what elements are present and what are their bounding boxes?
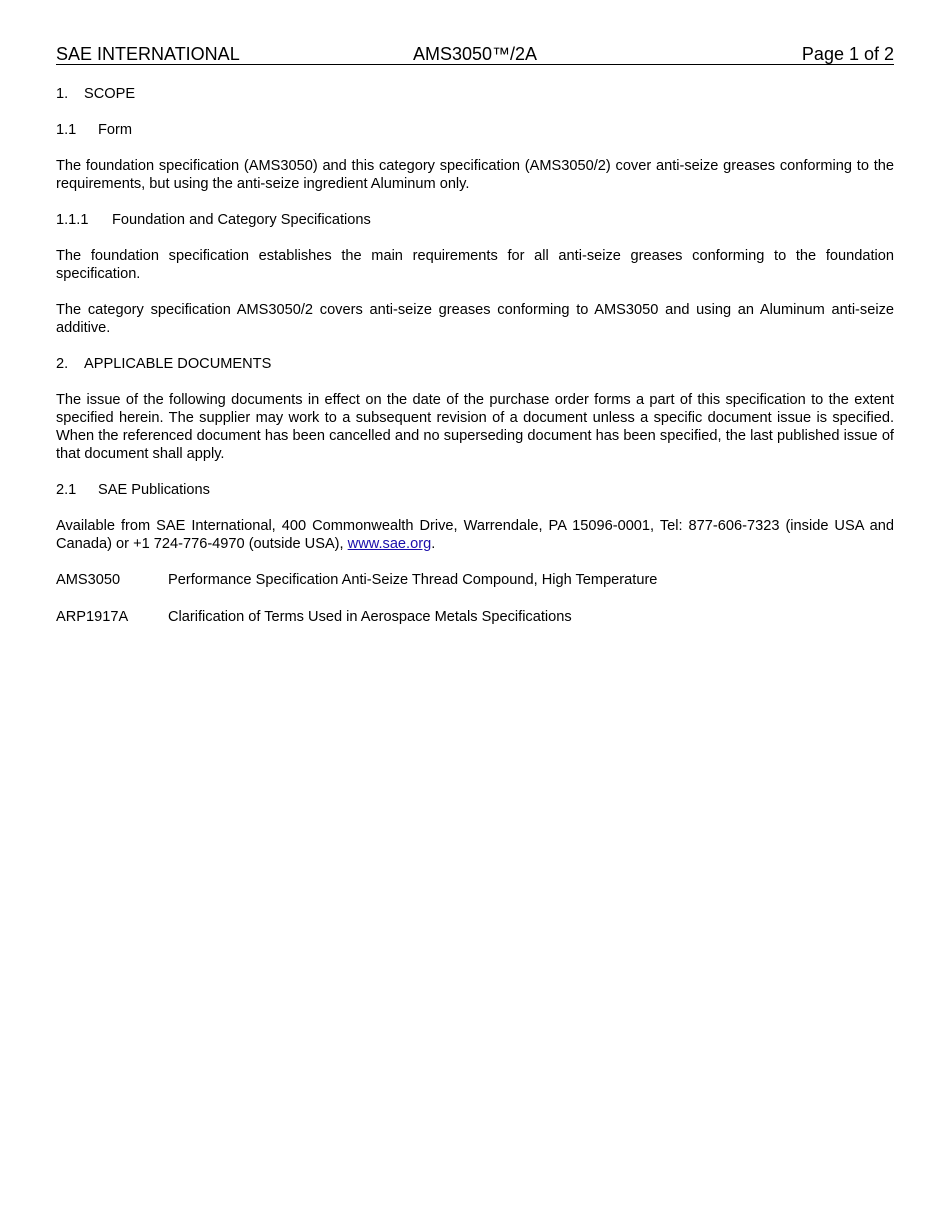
section-1-1-1-paragraph-2: The category specification AMS3050/2 covers anti-seize greases conforming to AMS3050 and using an Aluminum anti-seize additive. xyxy=(56,302,894,336)
section-title: Form xyxy=(98,122,133,138)
reference-description: Performance Specification Anti-Seize Thread Compound, High Temperature xyxy=(168,572,658,588)
document-page xyxy=(56,44,894,626)
section-2-1-paragraph xyxy=(56,517,894,553)
reference-description: Clarification of Terms Used in Aerospace Metals Specifications xyxy=(168,609,572,625)
header-document-number: AMS3050™/2A xyxy=(412,44,538,64)
section-number: 1. xyxy=(56,86,69,102)
section-2-paragraph: The issue of the following documents in effect on the date of the purchase order forms a part of this specification to the extent specified herein. The supplier may work to a subsequent revision of a document unless a specific document issue is specified. When the referenced document has been cancelled and no superseding document has been specified, the last published issue of that document shall apply. xyxy=(56,392,894,462)
section-number: 1.1 xyxy=(56,122,77,138)
section-1-heading xyxy=(56,85,894,103)
reference-row xyxy=(56,571,894,589)
section-2-heading xyxy=(56,355,894,373)
section-2-1-heading xyxy=(56,481,894,499)
section-1-1-heading xyxy=(56,121,894,139)
section-number: 2.1 xyxy=(56,482,77,498)
section-title: SCOPE xyxy=(84,86,136,102)
section-1-1-1-heading xyxy=(56,211,894,229)
section-1-1-1-paragraph-1: The foundation specification establishes the main requirements for all anti-seize greases conforming to the foundation specification. xyxy=(56,248,894,282)
section-title: Foundation and Category Specifications xyxy=(112,212,371,228)
availability-text: Available from SAE International, 400 Commonwealth Drive, Warrendale, PA 15096-0001, Tel: 877-606-7323 (inside USA and Canada) or +1 724-776-4970 (outside USA), xyxy=(56,518,894,552)
reference-code: ARP1917A xyxy=(56,609,129,625)
section-number: 1.1.1 xyxy=(56,212,89,228)
header-organization: SAE INTERNATIONAL xyxy=(56,44,240,64)
availability-text-end: . xyxy=(431,536,436,552)
sae-website-link[interactable]: www.sae.org xyxy=(347,536,432,552)
section-1-1-paragraph: The foundation specification (AMS3050) and this category specification (AMS3050/2) cover anti-seize greases conforming to the requirements, but using the anti-seize ingredient Aluminum only. xyxy=(56,158,894,192)
section-title: SAE Publications xyxy=(98,482,210,498)
section-title: APPLICABLE DOCUMENTS xyxy=(84,356,272,372)
reference-code: AMS3050 xyxy=(56,572,121,588)
section-number: 2. xyxy=(56,356,69,372)
reference-row xyxy=(56,608,894,626)
header-page-number: Page 1 of 2 xyxy=(801,44,894,64)
page-header xyxy=(56,44,894,65)
